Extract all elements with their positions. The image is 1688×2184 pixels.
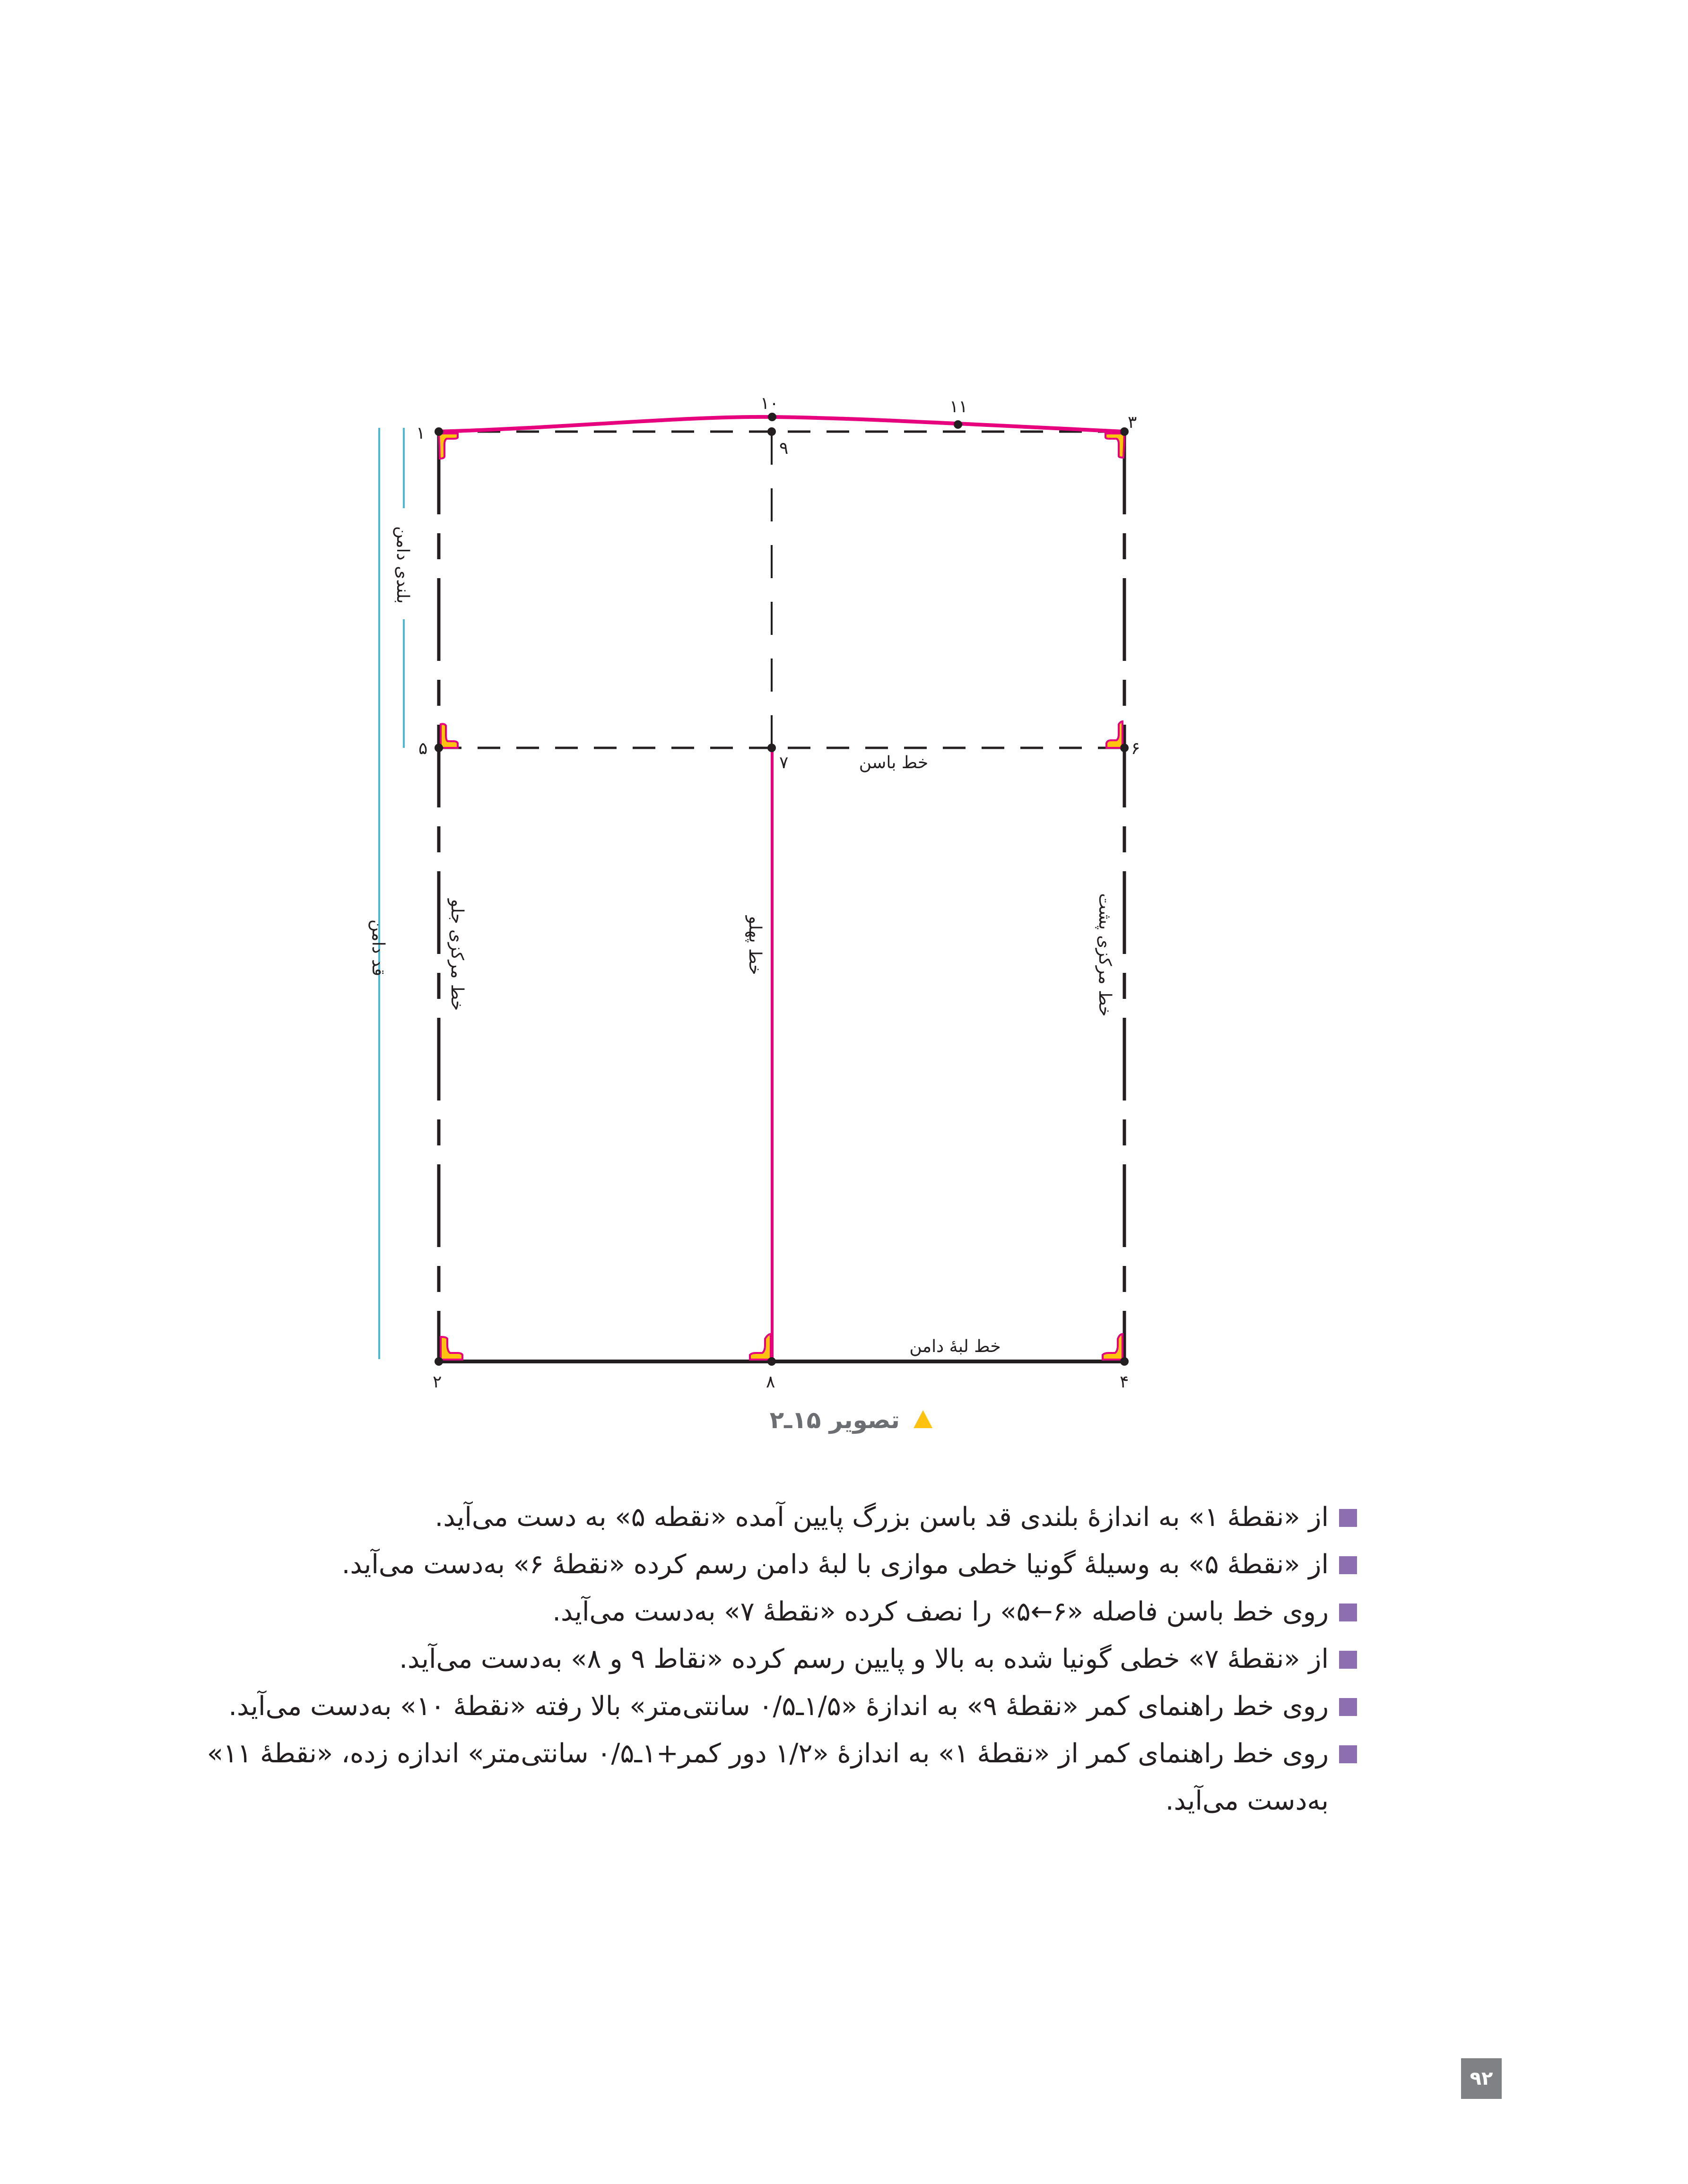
waist-curve	[439, 417, 1124, 432]
square-bullet-icon	[1339, 1745, 1357, 1763]
instruction-text: از «نقطهٔ ۷» خطی گونیا شده به بالا و پایین رسم کرده «نقاط ۹ و ۸» به‌دست می‌آید.	[399, 1644, 1329, 1674]
instruction-list	[128, 1494, 1357, 1825]
instruction-text: از «نقطهٔ ۵» به وسیلهٔ گونیا خطی موازی با لبهٔ دامن رسم کرده «نقطهٔ ۶» به‌دست می‌آید.	[341, 1549, 1329, 1580]
guide-lines	[439, 432, 1124, 748]
hem-line-label: خط لبهٔ دامن	[909, 1337, 1001, 1356]
triangle-icon	[914, 1410, 932, 1428]
instruction-text: روی خط راهنمای کمر از «نقطهٔ ۱» به اندازهٔ «۱/۲ دور کمر+۱ـ۰/۵ سانتی‌متر» اندازه زده، «نقطهٔ ۱۱»	[207, 1738, 1329, 1769]
line-labels	[368, 526, 1114, 1356]
page-number: ۹۲	[1461, 2058, 1502, 2099]
point-3-label: ۳	[1128, 413, 1137, 432]
point-9-label: ۹	[779, 439, 789, 458]
point-2-label: ۲	[433, 1372, 442, 1392]
square-bullet-icon	[1339, 1509, 1357, 1527]
instruction-item	[128, 1683, 1357, 1730]
pattern-points	[435, 413, 1129, 1366]
square-ruler-icons	[439, 433, 1124, 1360]
instruction-text: روی خط راهنمای کمر «نقطهٔ ۹» به اندازهٔ «۱/۵ـ۰/۵ سانتی‌متر» بالا رفته «نقطهٔ ۱۰» به‌دست می‌آید.	[228, 1691, 1329, 1722]
skirt-height-label: بلندی دامن	[393, 526, 412, 604]
point-10-label: ۱۰	[760, 394, 779, 413]
square-bullet-icon	[1339, 1556, 1357, 1574]
square-bullet-icon	[1339, 1603, 1357, 1621]
square-bullet-icon	[1339, 1698, 1357, 1716]
instruction-item	[128, 1541, 1357, 1588]
point-7-label: ۷	[779, 753, 789, 772]
center-back-label: خط مرکزی پشت	[1095, 893, 1114, 1017]
instruction-item	[128, 1494, 1357, 1541]
instruction-text: از «نقطهٔ ۱» به اندازهٔ بلندی قد باسن بزرگ پایین آمده «نقطه ۵» به دست می‌آید.	[435, 1502, 1329, 1533]
point-5-label: ۵	[418, 739, 428, 758]
square-bullet-icon	[1339, 1651, 1357, 1669]
skirt-length-label: قد دامن	[368, 919, 388, 977]
point-4-label: ۴	[1120, 1372, 1129, 1392]
point-8-label: ۸	[766, 1372, 775, 1392]
side-line-label: خط پهلو	[745, 916, 765, 975]
instruction-item	[128, 1636, 1357, 1683]
instruction-item	[128, 1588, 1357, 1636]
hip-line-label: خط باسن	[859, 753, 929, 772]
point-6-label: ۶	[1131, 739, 1140, 758]
center-front-label: خط مرکزی جلو	[447, 899, 467, 1011]
point-1-label: ۱	[416, 424, 426, 443]
figure-caption-text: تصویر ۱۵ـ۲	[769, 1406, 900, 1434]
instruction-continuation: به‌دست می‌آید.	[1165, 1785, 1329, 1816]
point-labels	[416, 394, 1140, 1392]
instruction-text: روی خط باسن فاصله «۶←۵» را نصف کرده «نقطهٔ ۷» به‌دست می‌آید.	[552, 1596, 1329, 1627]
figure-caption	[615, 1406, 1088, 1434]
center-lines	[439, 432, 1124, 1361]
instruction-item	[128, 1730, 1357, 1825]
point-11-label: ۱۱	[949, 397, 968, 416]
